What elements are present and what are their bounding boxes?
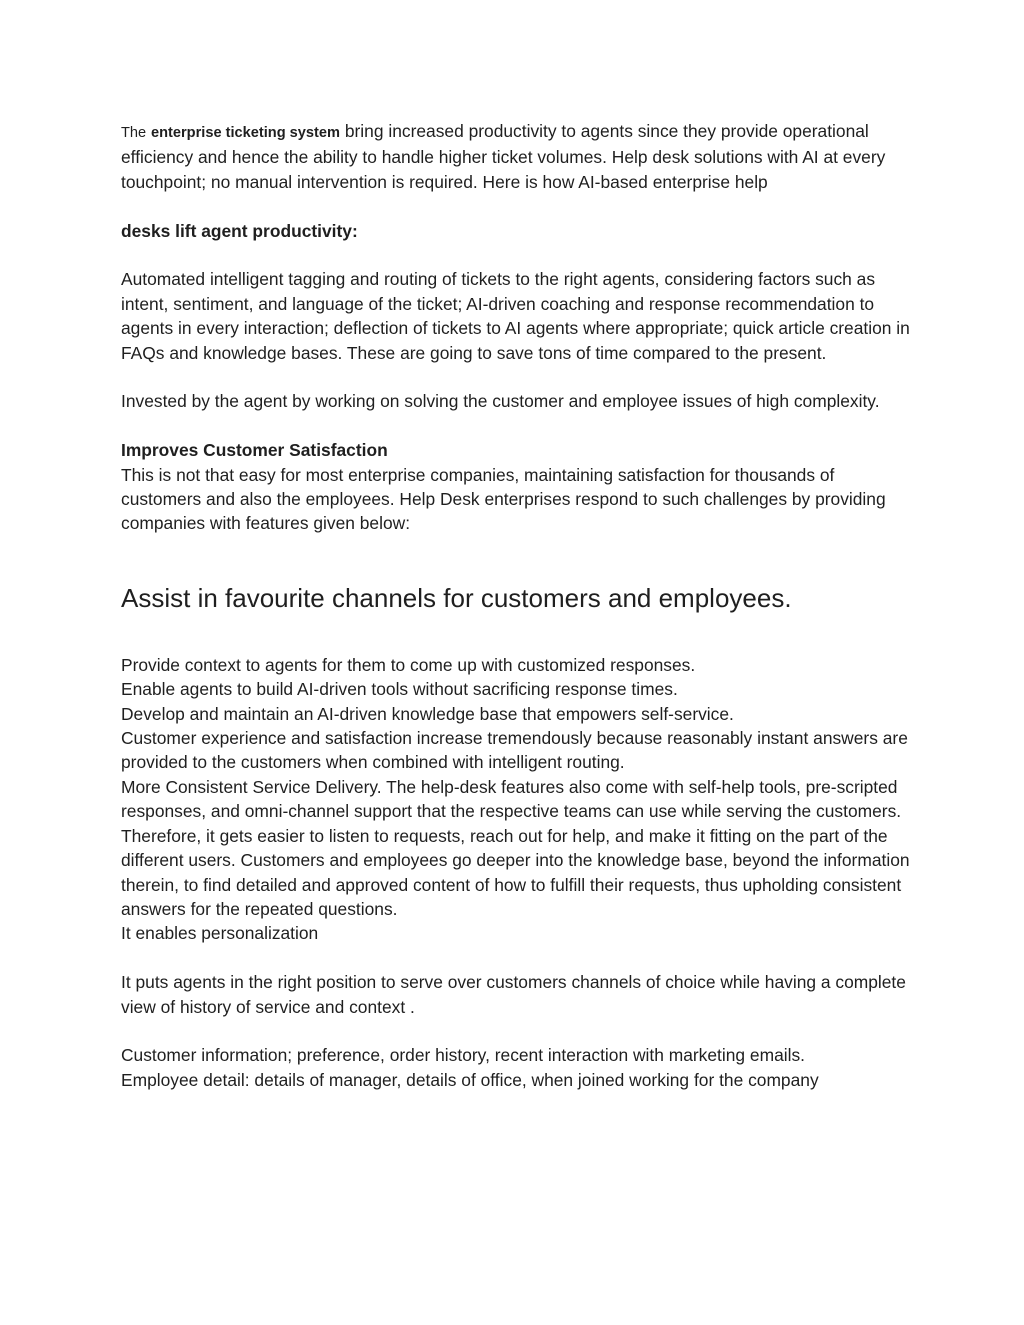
enterprise-ticketing-system-term: enterprise ticketing system — [151, 125, 340, 141]
agents-position-paragraph: It puts agents in the right position to serve over customers channels of choice while having a complete view of history of service and context . — [121, 972, 906, 1017]
feature-line: Provide context to agents for them to come up with customized responses. — [121, 654, 696, 675]
feature-line: Develop and maintain an AI-driven knowledge base that empowers self-service. — [121, 703, 734, 724]
productivity-subheading: desks lift agent productivity: — [121, 220, 358, 241]
employee-detail-line: Employee detail: details of manager, details of office, when joined working for the company — [121, 1069, 819, 1090]
satisfaction-subheading: Improves Customer Satisfaction — [121, 440, 388, 461]
invested-paragraph: Invested by the agent by working on solving the customer and employee issues of high complexity. — [121, 391, 880, 412]
customer-info-line: Customer information; preference, order history, recent interaction with marketing emails. — [121, 1045, 805, 1066]
satisfaction-paragraph: This is not that easy for most enterprise companies, maintaining satisfaction for thousands of customers and also the employees. Help Desk enterprises respond to such challenges by providing companies with features given below: — [121, 464, 886, 534]
feature-line: It enables personalization — [121, 923, 319, 944]
feature-line: Enable agents to build AI-driven tools without sacrificing response times. — [121, 679, 678, 700]
channels-heading: Assist in favourite channels for customers and employees. — [121, 582, 792, 613]
feature-line: Customer experience and satisfaction increase tremendously because reasonably instant answers are provided to the customers when combined with intelligent routing. — [121, 728, 908, 773]
feature-line: More Consistent Service Delivery. The help-desk features also come with self-help tools, pre-scripted responses, and omni-channel support that the respective teams can use while serving the customers. Therefore, it gets easier to listen to requests, reach out for help, and make it fitting on the part of the different users. Customers and employees go deeper into the knowledge base, beyond the information therein, to find detailed and approved content of how to fulfill their requests, thus upholding consistent answers for the repeated questions. — [121, 776, 910, 919]
document-page — [121, 119, 911, 1092]
intro-text: bring increased productivity to agents since they provide operational efficiency and hence the ability to handle higher ticket volumes. Help desk solutions with AI at every touchpoint; no manual intervention is required. Here is how AI-based enterprise help — [121, 121, 886, 192]
automated-paragraph: Automated intelligent tagging and routing of tickets to the right agents, considering factors such as intent, sentiment, and language of the ticket; AI-driven coaching and response recommendation to agents in every interaction; deflection of tickets to AI agents where appropriate; quick article creation in FAQs and knowledge bases. These are going to save tons of time compared to the present. — [121, 269, 910, 363]
intro-lead-word: The — [121, 125, 147, 141]
intro-paragraph — [121, 119, 911, 194]
